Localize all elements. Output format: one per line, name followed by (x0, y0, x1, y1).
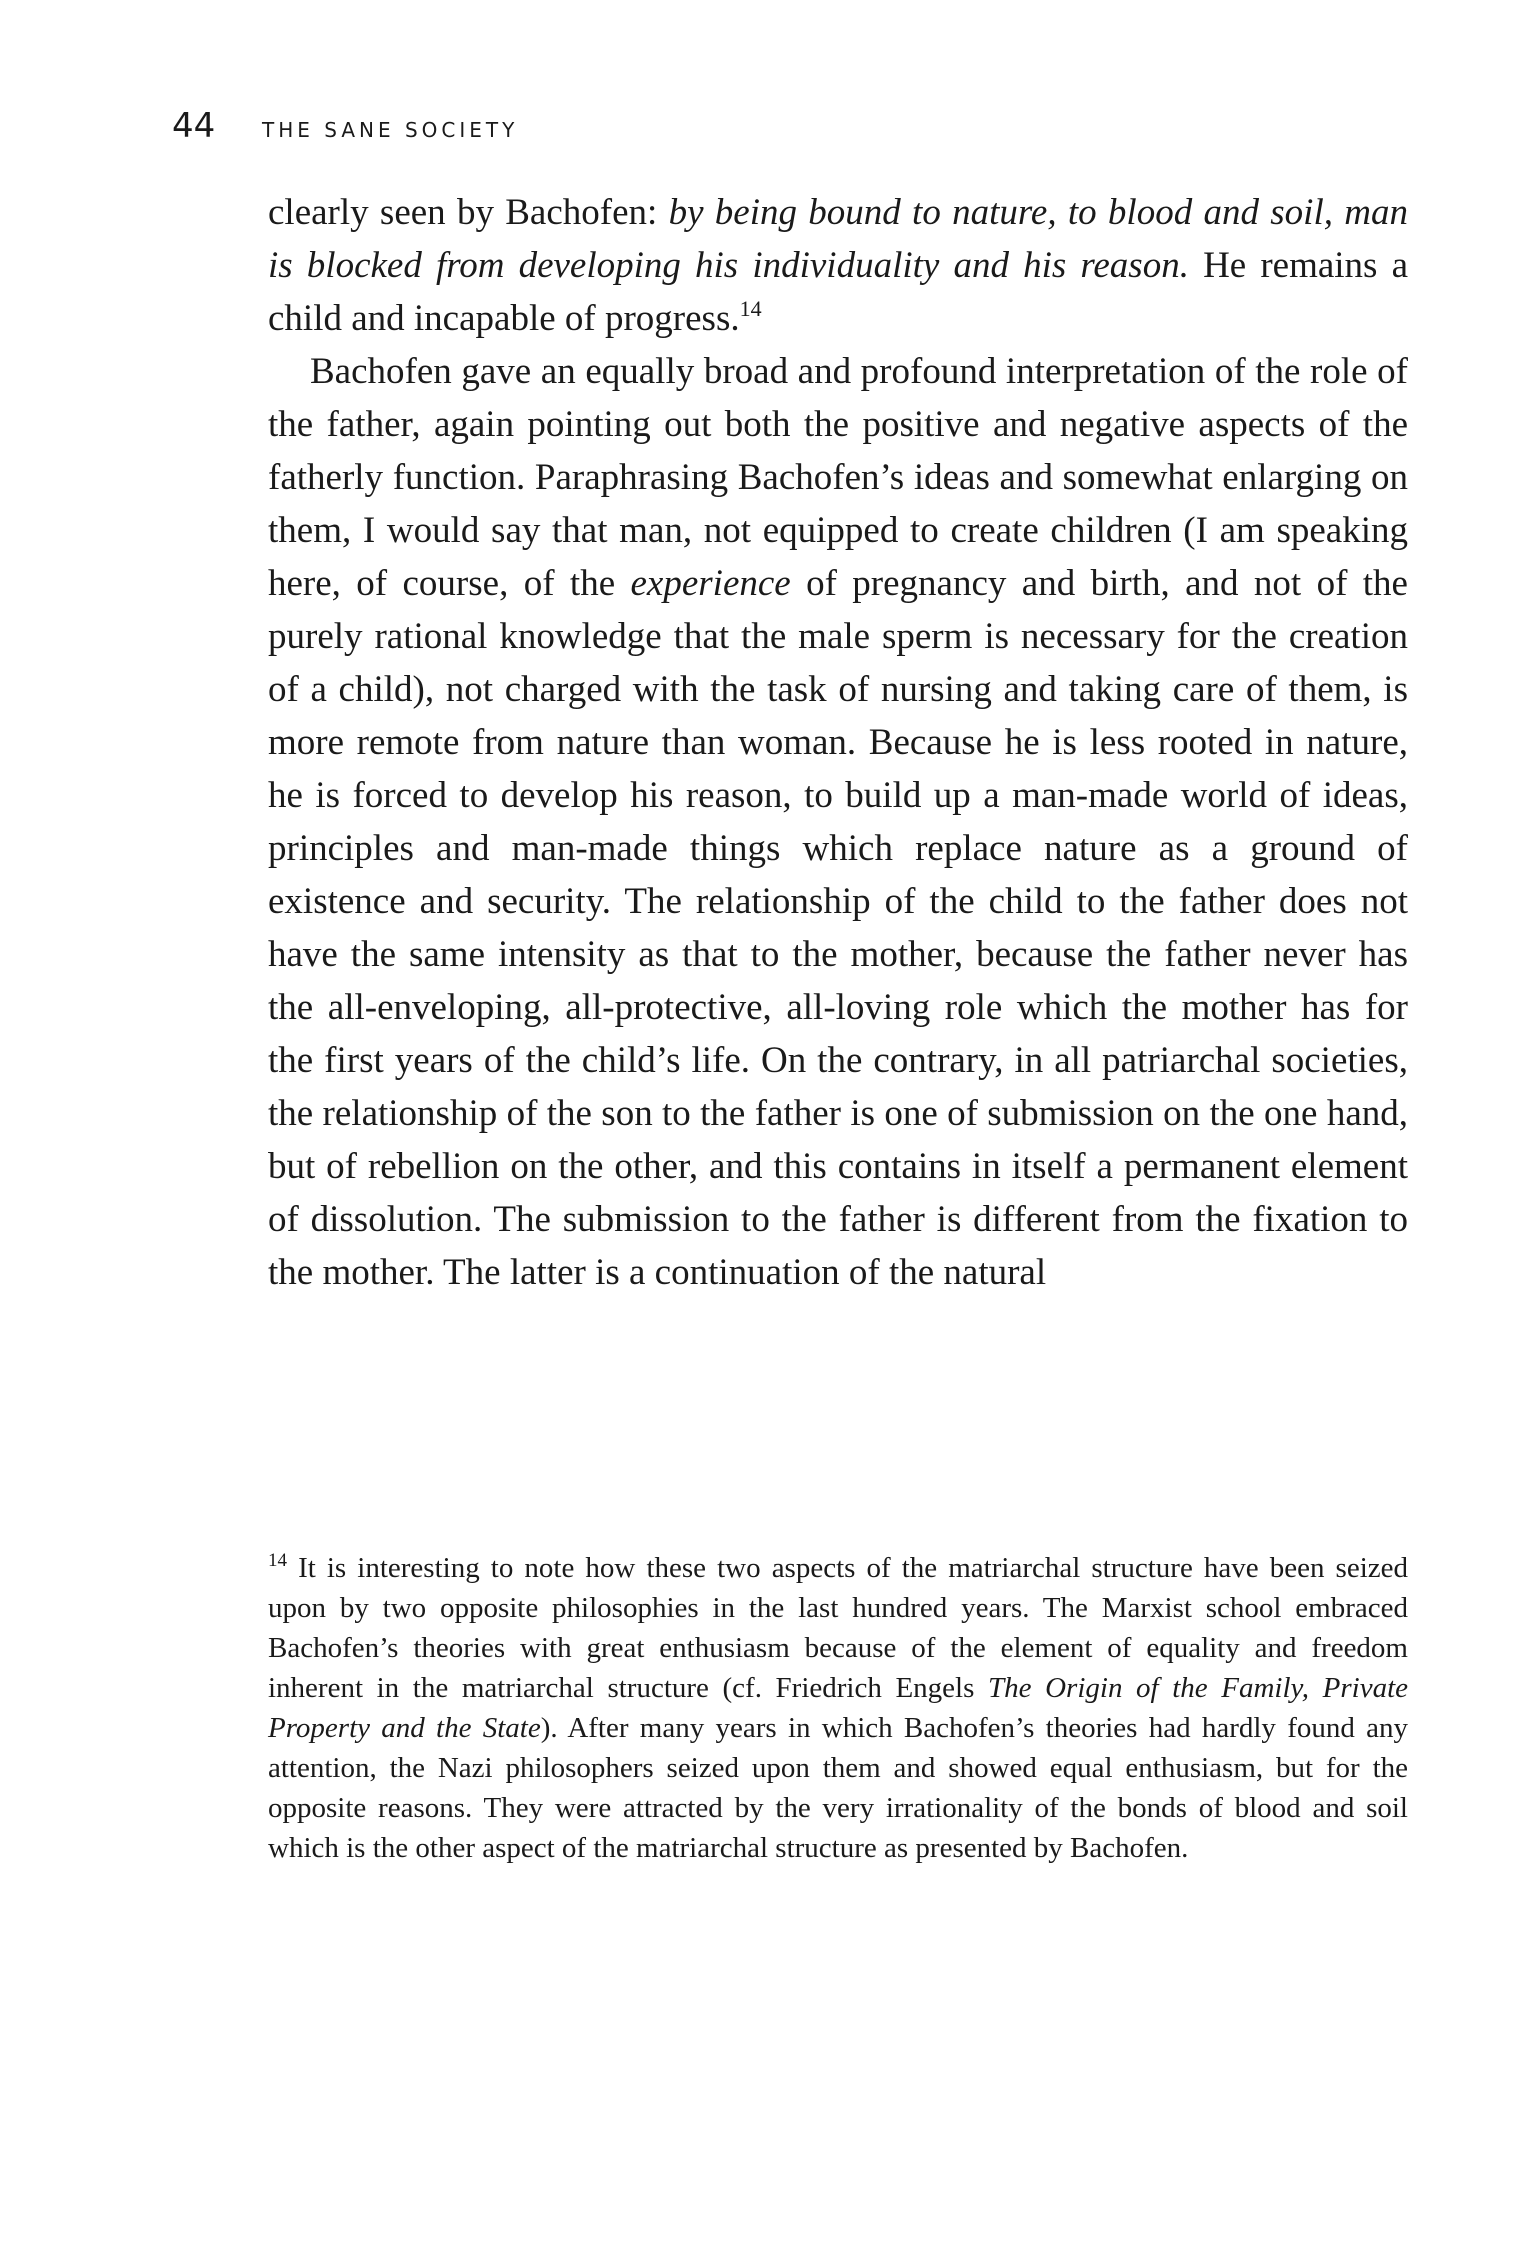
running-head (172, 104, 1412, 164)
italic-passage: by being bound to nature, to blood and soil, man is blocked from developing his individuality and his reason. (268, 192, 1408, 286)
paragraph-text: of pregnancy and birth, and not of the purely rational knowledge that the male sperm is necessary for the creation of a child), not charged with the task of nursing and taking care of them, is more remote from nature than woman. Because he is less rooted in nature, he is forced to develop his reason, to build up a man-made world of ideas, principles and man-made things which replace nature as a ground of existence and security. The relationship of the child to the father does not have the same intensity as that to the mother, because the father never has the all-enveloping, all-protective, all-loving role which the mother has for the first years of the child’s life. On the contrary, in all patriarchal societies, the relationship of the son to the father is one of submission on the one hand, but of rebellion on the other, and this contains in itself a permanent element of dissolution. The submission to the father is different from the fixation to the mother. The latter is a continuation of the natural (268, 563, 1408, 1293)
book-title: THE SANE SOCIETY (262, 118, 519, 142)
page-number: 44 (172, 106, 216, 146)
footnote-mark: 14 (268, 1550, 287, 1571)
footnote-text: It is interesting to note how these two aspects of the matriarchal structure have been seized upon by two opposite philosophies in the last hundred years. The Marxist school embraced Bachofen’s theories with great enthusiasm because of the element of equality and freedom inherent in the matriarchal structure (cf. Friedrich Engels (268, 1552, 1408, 1704)
paragraph (268, 186, 1408, 345)
book-citation: The Origin of the Family, Private Property and the State (268, 1672, 1409, 1744)
paragraph-text: Bachofen gave an equally broad and profound interpretation of the role of the father, again pointing out both the positive and negative aspects of the fatherly function. Paraphrasing Bachofen’s ideas and somewhat enlarging on them, I would say that man, not equipped to create children (I am speaking here, of course, of the (268, 351, 1408, 604)
footnote-text: ). After many years in which Bachofen’s theories had hardly found any attention, the Nazi philosophers seized upon them and showed equal enthusiasm, but for the opposite reasons. They were attracted by the very irrationality of the bonds of blood and soil which is the other aspect of the matriarchal structure as presented by Bachofen. (268, 1712, 1409, 1864)
paragraph (268, 345, 1408, 1299)
footnote-reference: 14 (739, 296, 762, 321)
paragraph-text: clearly seen by Bachofen: (268, 192, 669, 233)
paragraph-text: He remains a child and incapable of progress. (268, 245, 1408, 339)
italic-word: experience (630, 563, 791, 604)
main-text (268, 186, 1408, 1299)
footnote (268, 1548, 1408, 1868)
